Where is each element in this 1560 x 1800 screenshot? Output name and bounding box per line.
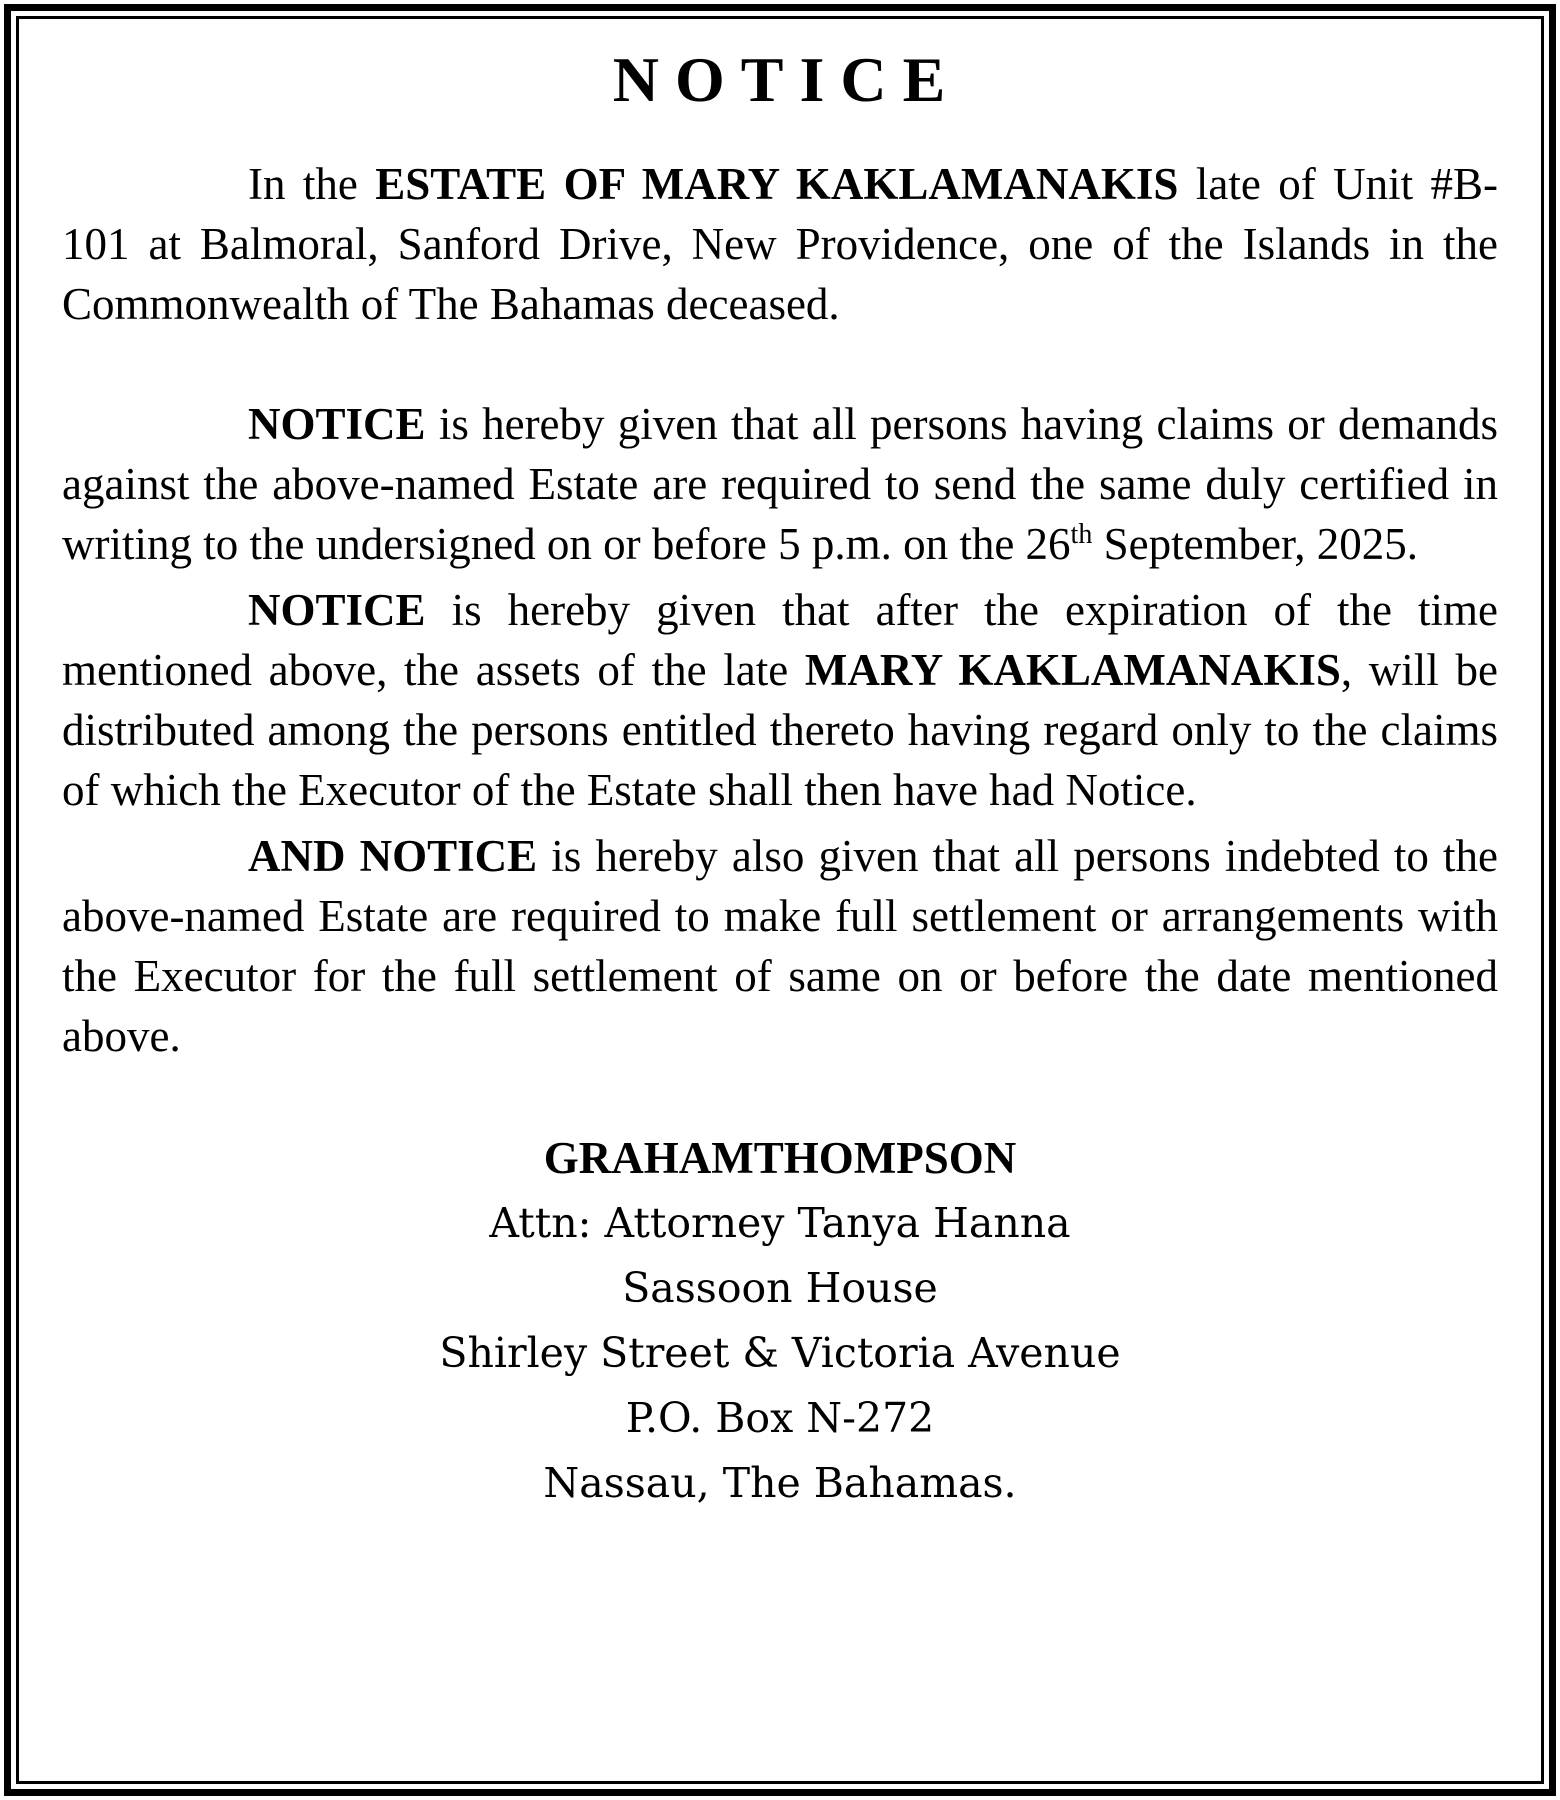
firm-name: GRAHAMTHOMPSON — [543, 1133, 1017, 1183]
settlement-notice-label: AND NOTICE — [248, 831, 538, 881]
date-ordinal-suffix: th — [1070, 519, 1093, 550]
city-line: Nassau, The Bahamas. — [543, 1459, 1017, 1507]
attention-line: Attn: Attorney Tanya Hanna — [489, 1199, 1071, 1247]
settlement-paragraph — [62, 826, 1498, 1066]
settlement-text: is hereby also given that all persons indebted to the above-named Estate are required to make full settlement or arrangements with the Executor for the full settlement of same on or before the date mentioned above. — [62, 831, 1498, 1061]
claims-text: is hereby given that all persons having claims or demands against the above-named Estate are required to send the same duly certified in writing to the undersigned on or before 5 p.m. on the 26 — [62, 399, 1498, 569]
po-box-line: P.O. Box N-272 — [625, 1394, 935, 1442]
distribution-suffix: , will be distributed among the persons entitled thereto having regard only to the claims of which the Executor of the Estate shall then have had Notice. — [62, 645, 1498, 815]
distribution-paragraph — [62, 580, 1498, 820]
street-line: Shirley Street & Victoria Avenue — [439, 1329, 1121, 1377]
signature-block — [62, 1126, 1498, 1516]
building-line: Sassoon House — [622, 1264, 938, 1312]
estate-paragraph — [62, 154, 1498, 334]
distribution-text: is hereby given that after the expiration of the time mentioned above, the assets of the late — [62, 585, 1498, 695]
claims-notice-label: NOTICE — [248, 399, 426, 449]
estate-name: ESTATE OF MARY KAKLAMANAKIS — [375, 159, 1179, 209]
claims-paragraph — [62, 394, 1498, 574]
distribution-notice-label: NOTICE — [248, 585, 426, 635]
notice-title: NOTICE — [612, 44, 962, 115]
estate-prefix: In the — [248, 159, 376, 209]
deceased-name: MARY KAKLAMANAKIS — [804, 645, 1341, 695]
claims-deadline: September, 2025. — [1092, 519, 1418, 569]
notice-content — [62, 40, 1498, 1516]
estate-address: late of Unit #B-101 at Balmoral, Sanford Drive, New Providence, one of the Islands in the Commonwealth of The Bahamas deceased. — [62, 159, 1498, 329]
